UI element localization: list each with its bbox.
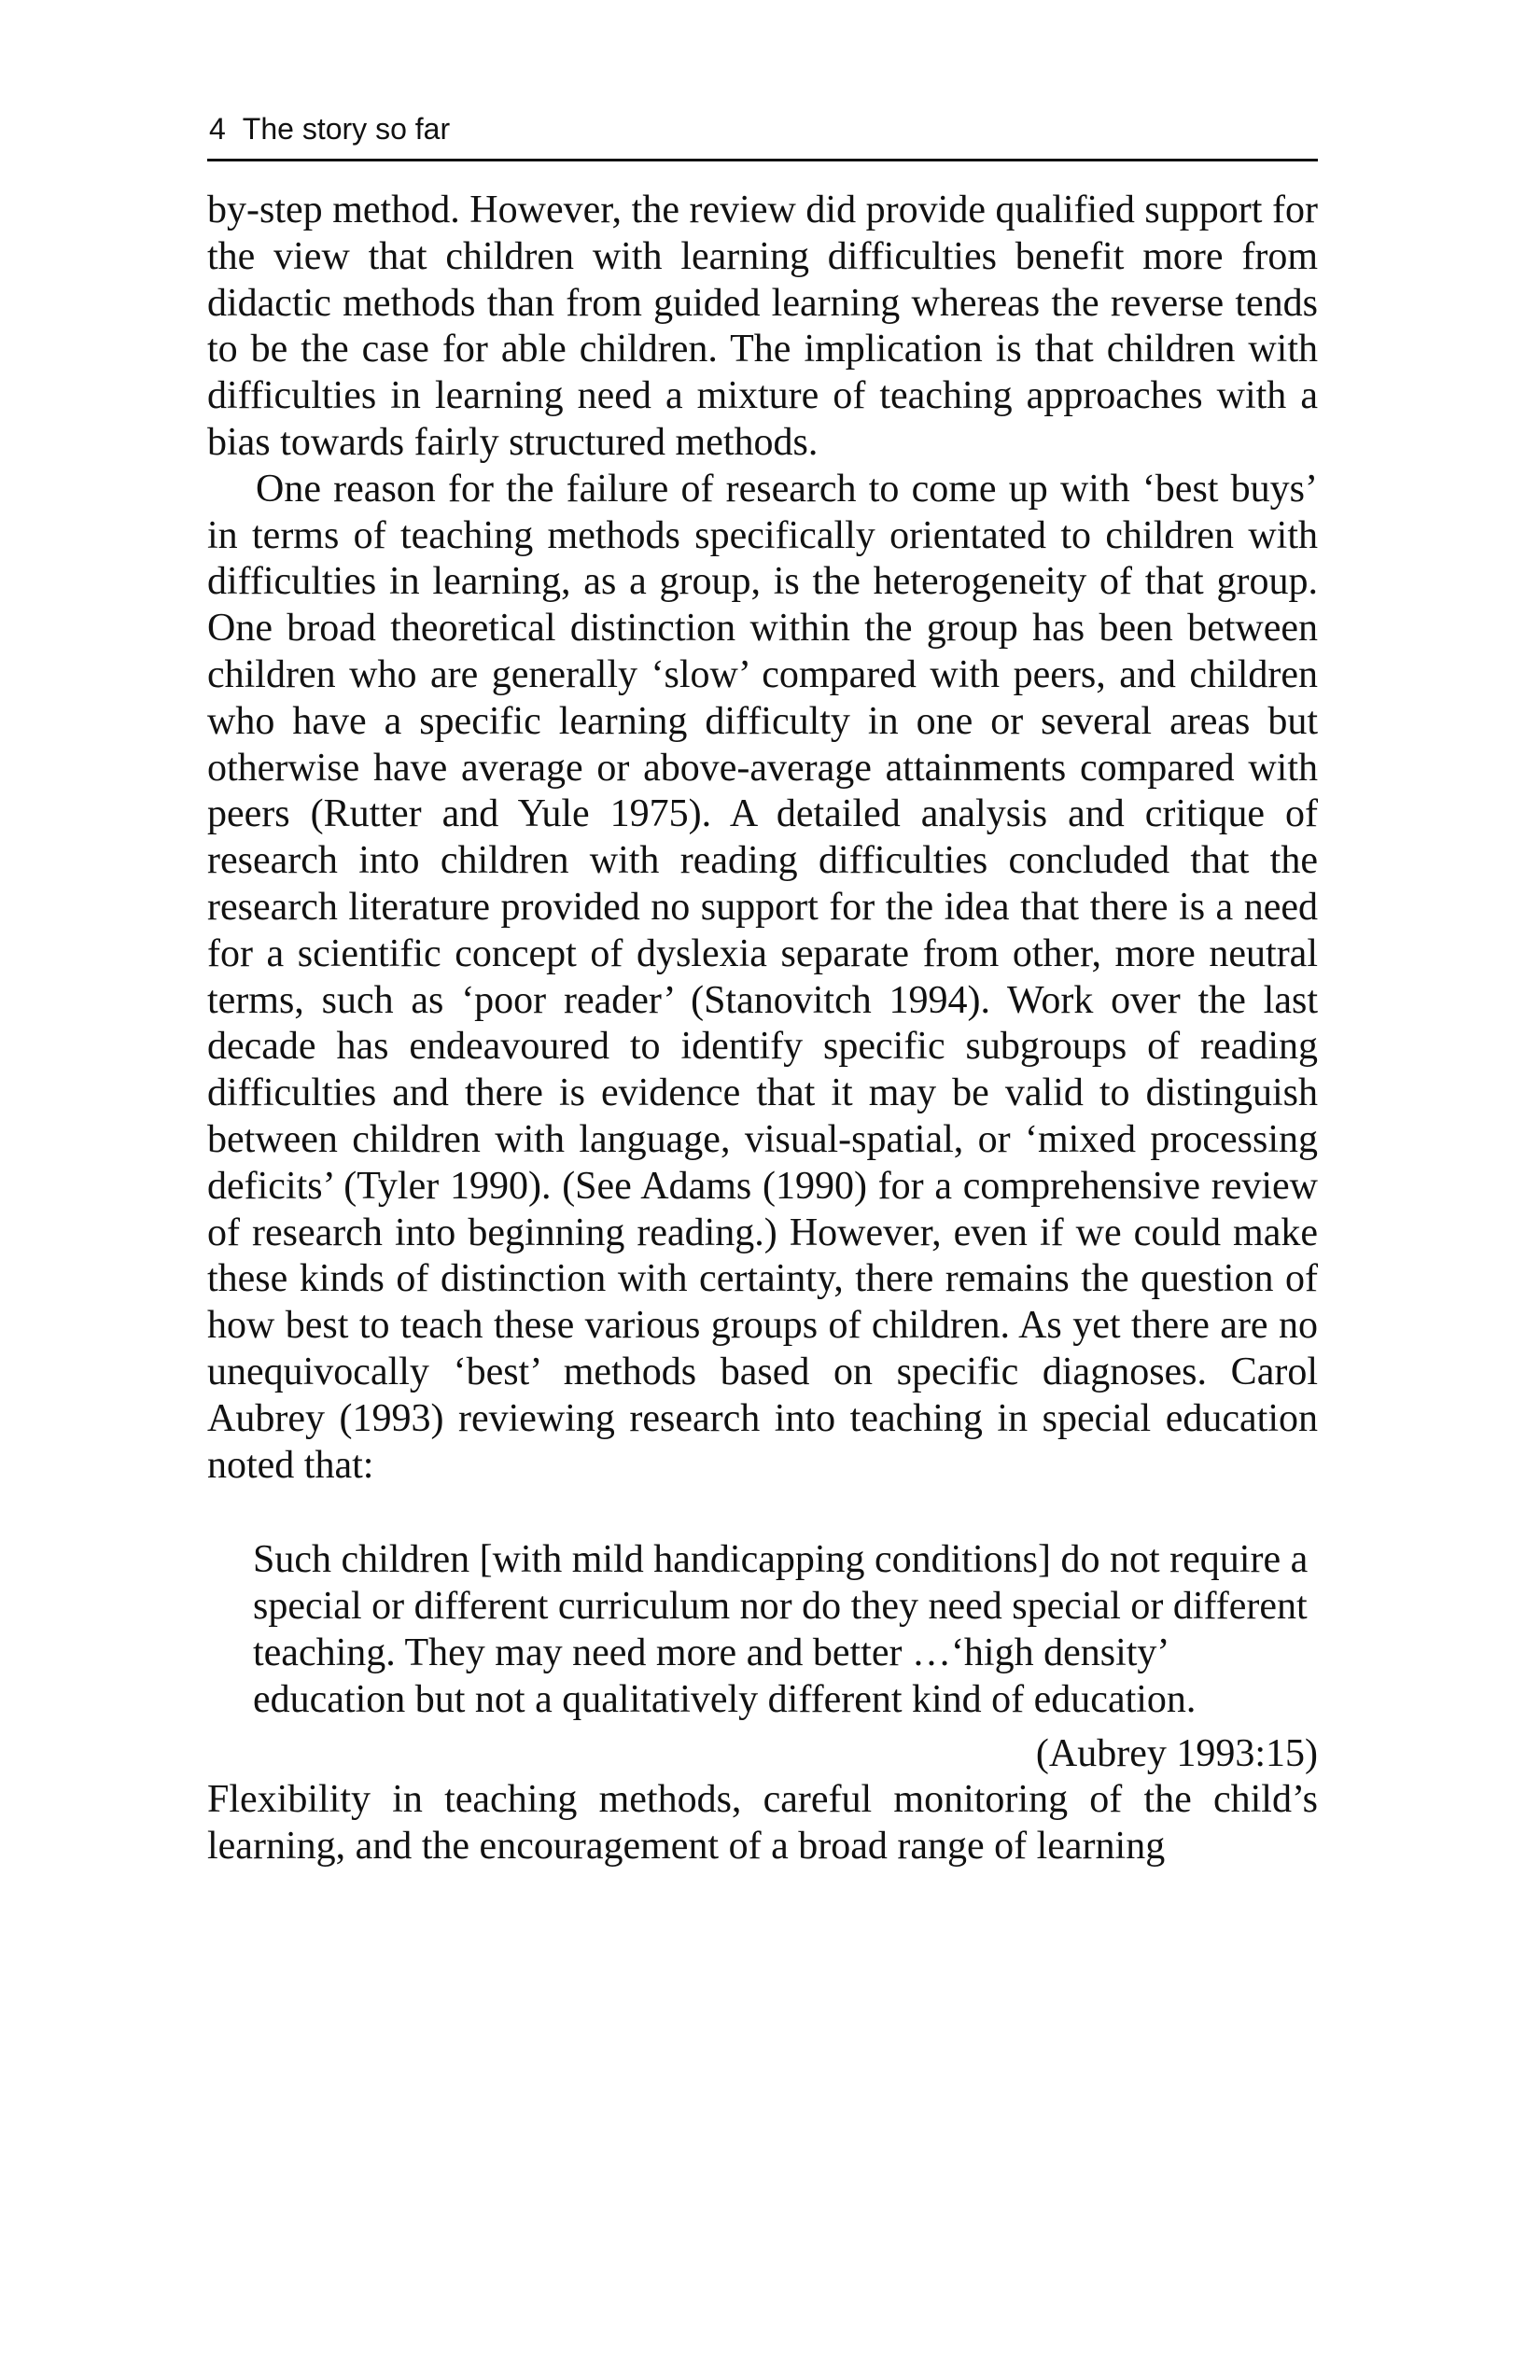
paragraph-continued: by-step method. However, the review did provide qualified support for the view that children with learning difficulties benefit more from didactic methods than from guided learning whereas the reverse tends to be the case for able children. The implication is that children with difficulties in learning need a mixture of teaching approaches with a bias towards fairly structured methods.	[207, 189, 1318, 464]
paragraph: One reason for the failure of research to come up with ‘best buys’ in terms of teaching methods specifically orientated to children with difficulties in learning, as a group, is the heterogeneity of that group. One broad theoretical distinction within the group has been between children who are generally ‘slow’ compared with peers, and children who have a specific learning difficulty in one or several areas but otherwise have average or above-average attainments compared with peers (Rutter and Yule 1975). A detailed analysis and critique of research into children with reading difficulties concluded that the research literature provided no support for the idea that there is a need for a scientific concept of dyslexia separate from other, more neutral terms, such as ‘poor reader’ (Stanovitch 1994). Work over the last decade has endeavoured to identify specific subgroups of reading difficulties and there is evidence that it may be valid to distinguish between children with language, visual-spatial, or ‘mixed processing deficits’ (Tyler 1990). (See Adams (1990) for a comprehensive review of research into beginning reading.) However, even if we could make these kinds of distinction with certainty, there remains the question of how best to teach these various groups of children. As yet there are no unequivocally ‘best’ methods based on specific diagnoses. Carol Aubrey (1993) reviewing research into teaching in special education noted that:	[207, 467, 1318, 1487]
running-header	[207, 110, 1318, 161]
page-number: 4	[209, 112, 226, 146]
quote-text: Such children [with mild handicapping conditions] do not require a special or different curriculum nor do they need special or different teaching. They may need more and better …‘high density’ education but not a qualitatively different kind of education.	[253, 1538, 1309, 1721]
body-text	[207, 188, 1318, 1870]
running-title: The story so far	[242, 112, 451, 146]
paragraph-after-quote: Flexibility in teaching methods, careful monitoring of the child’s learning, and the encouragement of a broad range of learning	[207, 1778, 1318, 1869]
block-quote	[253, 1537, 1318, 1777]
quote-citation: (Aubrey 1993:15)	[1035, 1731, 1318, 1775]
book-page	[207, 110, 1318, 1870]
